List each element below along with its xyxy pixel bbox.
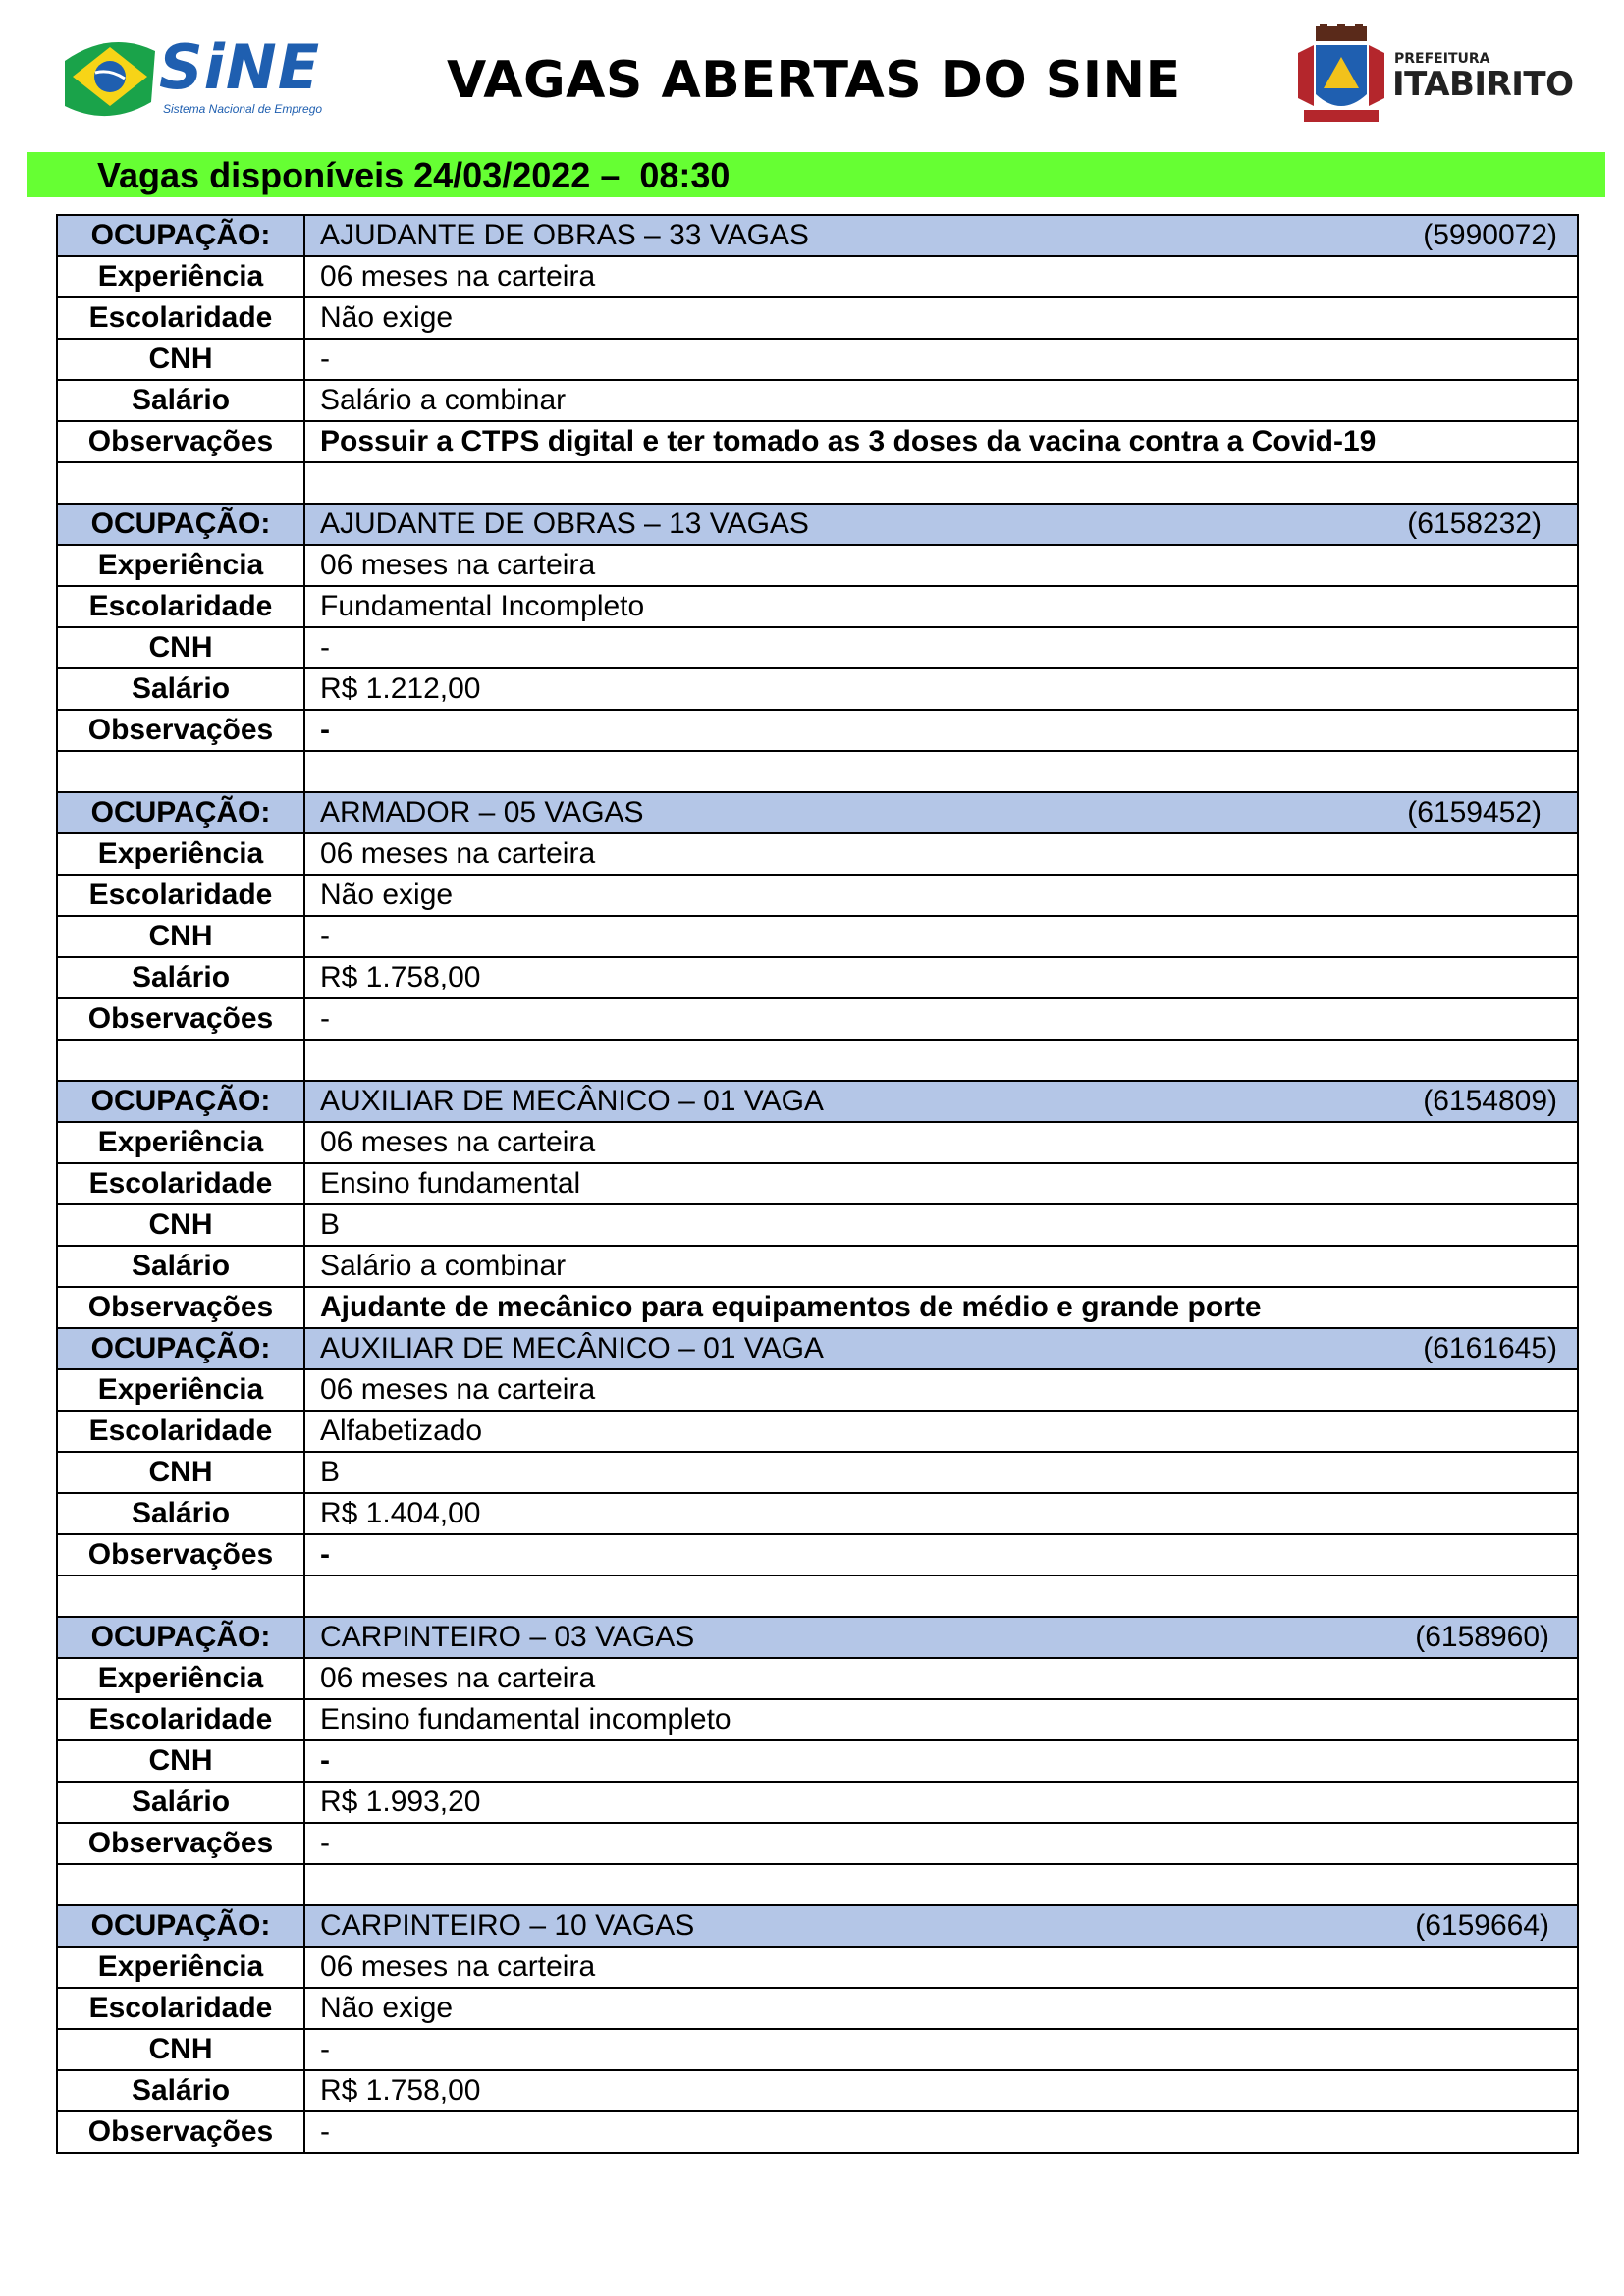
spacer-cell bbox=[304, 751, 1578, 792]
spacer-cell bbox=[304, 1040, 1578, 1081]
occupation-row bbox=[57, 215, 1578, 256]
occupation-code: (6159664) bbox=[1415, 1909, 1549, 1942]
occupation-row bbox=[57, 1328, 1578, 1369]
occupation-code: (6159452) bbox=[1407, 796, 1542, 828]
salary-row bbox=[57, 1782, 1578, 1823]
cnh-row bbox=[57, 2029, 1578, 2070]
education-label: Escolaridade bbox=[57, 1411, 304, 1452]
notes-row bbox=[57, 2111, 1578, 2153]
spacer-row bbox=[57, 1040, 1578, 1081]
spacer-cell bbox=[304, 462, 1578, 504]
occupation-title: CARPINTEIRO – 03 VAGAS bbox=[320, 1621, 695, 1653]
notes-label: Observações bbox=[57, 998, 304, 1040]
cnh-label: CNH bbox=[57, 1740, 304, 1782]
notes-label: Observações bbox=[57, 1823, 304, 1864]
notes-row bbox=[57, 1823, 1578, 1864]
cnh-label: CNH bbox=[57, 339, 304, 380]
occupation-label: OCUPAÇÃO: bbox=[57, 215, 304, 256]
education-value: Ensino fundamental incompleto bbox=[304, 1699, 1578, 1740]
spacer-cell bbox=[304, 1864, 1578, 1905]
cnh-label: CNH bbox=[57, 916, 304, 957]
notes-row bbox=[57, 1534, 1578, 1575]
notes-label: Observações bbox=[57, 1534, 304, 1575]
occupation-row bbox=[57, 1905, 1578, 1947]
cnh-row bbox=[57, 1204, 1578, 1246]
notes-label: Observações bbox=[57, 421, 304, 462]
spacer-cell bbox=[57, 1575, 304, 1617]
education-label: Escolaridade bbox=[57, 1699, 304, 1740]
experience-row bbox=[57, 1122, 1578, 1163]
experience-row bbox=[57, 1658, 1578, 1699]
salary-row bbox=[57, 1493, 1578, 1534]
education-row bbox=[57, 586, 1578, 627]
occupation-title: AUXILIAR DE MECÂNICO – 01 VAGA bbox=[320, 1085, 824, 1117]
experience-value: 06 meses na carteira bbox=[304, 1947, 1578, 1988]
education-row bbox=[57, 875, 1578, 916]
notes-value: - bbox=[304, 998, 1578, 1040]
sine-logo bbox=[61, 33, 346, 122]
salary-label: Salário bbox=[57, 1246, 304, 1287]
cnh-row bbox=[57, 627, 1578, 668]
occupation-value bbox=[304, 792, 1578, 833]
occupation-row bbox=[57, 1081, 1578, 1122]
occupation-code: (6158232) bbox=[1407, 507, 1542, 540]
education-value: Fundamental Incompleto bbox=[304, 586, 1578, 627]
notes-value: - bbox=[304, 1534, 1578, 1575]
salary-value: Salário a combinar bbox=[304, 380, 1578, 421]
experience-label: Experiência bbox=[57, 1122, 304, 1163]
experience-value: 06 meses na carteira bbox=[304, 1122, 1578, 1163]
notes-value: - bbox=[304, 1823, 1578, 1864]
notes-row bbox=[57, 421, 1578, 462]
salary-value: R$ 1.212,00 bbox=[304, 668, 1578, 710]
brazil-flag-icon bbox=[61, 33, 159, 122]
education-row bbox=[57, 1411, 1578, 1452]
notes-row bbox=[57, 1287, 1578, 1328]
occupation-row bbox=[57, 1617, 1578, 1658]
occupation-value bbox=[304, 215, 1578, 256]
notes-label: Observações bbox=[57, 2111, 304, 2153]
job-listings-body bbox=[57, 215, 1578, 2153]
cnh-value: - bbox=[304, 2029, 1578, 2070]
occupation-value bbox=[304, 1081, 1578, 1122]
salary-label: Salário bbox=[57, 668, 304, 710]
salary-value: R$ 1.758,00 bbox=[304, 2070, 1578, 2111]
notes-value: Possuir a CTPS digital e ter tomado as 3 doses da vacina contra a Covid-19 bbox=[304, 421, 1578, 462]
education-row bbox=[57, 1988, 1578, 2029]
occupation-code: (6154809) bbox=[1423, 1085, 1557, 1117]
cnh-label: CNH bbox=[57, 2029, 304, 2070]
cnh-value: - bbox=[304, 916, 1578, 957]
notes-row bbox=[57, 710, 1578, 751]
salary-label: Salário bbox=[57, 380, 304, 421]
cnh-value: - bbox=[304, 627, 1578, 668]
education-label: Escolaridade bbox=[57, 875, 304, 916]
occupation-label: OCUPAÇÃO: bbox=[57, 792, 304, 833]
spacer-cell bbox=[57, 1864, 304, 1905]
occupation-value bbox=[304, 504, 1578, 545]
experience-row bbox=[57, 833, 1578, 875]
occupation-label: OCUPAÇÃO: bbox=[57, 504, 304, 545]
occupation-label: OCUPAÇÃO: bbox=[57, 1081, 304, 1122]
experience-row bbox=[57, 1947, 1578, 1988]
salary-value: Salário a combinar bbox=[304, 1246, 1578, 1287]
occupation-label: OCUPAÇÃO: bbox=[57, 1617, 304, 1658]
experience-value: 06 meses na carteira bbox=[304, 833, 1578, 875]
occupation-row bbox=[57, 504, 1578, 545]
sine-logo-subtitle: Sistema Nacional de Emprego bbox=[163, 102, 323, 116]
occupation-title: CARPINTEIRO – 10 VAGAS bbox=[320, 1909, 695, 1942]
education-row bbox=[57, 1163, 1578, 1204]
cnh-value: B bbox=[304, 1452, 1578, 1493]
occupation-value bbox=[304, 1905, 1578, 1947]
occupation-title: AJUDANTE DE OBRAS – 33 VAGAS bbox=[320, 219, 809, 251]
date-banner-text: Vagas disponíveis 24/03/2022 – 08:30 bbox=[97, 155, 731, 195]
notes-value: - bbox=[304, 710, 1578, 751]
spacer-row bbox=[57, 1864, 1578, 1905]
salary-label: Salário bbox=[57, 957, 304, 998]
education-value: Não exige bbox=[304, 875, 1578, 916]
spacer-row bbox=[57, 462, 1578, 504]
cnh-row bbox=[57, 1740, 1578, 1782]
salary-value: R$ 1.404,00 bbox=[304, 1493, 1578, 1534]
spacer-cell bbox=[57, 751, 304, 792]
notes-value: Ajudante de mecânico para equipamentos de médio e grande porte bbox=[304, 1287, 1578, 1328]
experience-label: Experiência bbox=[57, 545, 304, 586]
occupation-row bbox=[57, 792, 1578, 833]
experience-value: 06 meses na carteira bbox=[304, 545, 1578, 586]
occupation-title: ARMADOR – 05 VAGAS bbox=[320, 796, 644, 828]
occupation-code: (5990072) bbox=[1423, 219, 1557, 251]
education-value: Não exige bbox=[304, 1988, 1578, 2029]
salary-value: R$ 1.758,00 bbox=[304, 957, 1578, 998]
occupation-title: AUXILIAR DE MECÂNICO – 01 VAGA bbox=[320, 1332, 824, 1364]
job-listings-table bbox=[56, 214, 1579, 2154]
notes-row bbox=[57, 998, 1578, 1040]
salary-label: Salário bbox=[57, 1493, 304, 1534]
experience-row bbox=[57, 256, 1578, 297]
cnh-value: B bbox=[304, 1204, 1578, 1246]
cnh-label: CNH bbox=[57, 1204, 304, 1246]
education-row bbox=[57, 297, 1578, 339]
occupation-title: AJUDANTE DE OBRAS – 13 VAGAS bbox=[320, 507, 809, 540]
salary-label: Salário bbox=[57, 2070, 304, 2111]
experience-value: 06 meses na carteira bbox=[304, 1369, 1578, 1411]
spacer-cell bbox=[304, 1575, 1578, 1617]
education-value: Alfabetizado bbox=[304, 1411, 1578, 1452]
cnh-row bbox=[57, 339, 1578, 380]
experience-row bbox=[57, 545, 1578, 586]
education-label: Escolaridade bbox=[57, 297, 304, 339]
experience-label: Experiência bbox=[57, 1947, 304, 1988]
page-title: VAGAS ABERTAS DO SINE bbox=[447, 51, 1181, 110]
cnh-row bbox=[57, 1452, 1578, 1493]
occupation-code: (6158960) bbox=[1415, 1621, 1549, 1653]
salary-row bbox=[57, 1246, 1578, 1287]
education-label: Escolaridade bbox=[57, 1163, 304, 1204]
experience-value: 06 meses na carteira bbox=[304, 1658, 1578, 1699]
experience-value: 06 meses na carteira bbox=[304, 256, 1578, 297]
occupation-label: OCUPAÇÃO: bbox=[57, 1905, 304, 1947]
spacer-row bbox=[57, 1575, 1578, 1617]
cnh-label: CNH bbox=[57, 1452, 304, 1493]
occupation-label: OCUPAÇÃO: bbox=[57, 1328, 304, 1369]
sine-logo-text: SiNE bbox=[159, 31, 321, 103]
education-label: Escolaridade bbox=[57, 1988, 304, 2029]
experience-label: Experiência bbox=[57, 833, 304, 875]
prefeitura-label: PREFEITURA bbox=[1394, 51, 1490, 67]
prefeitura-logo bbox=[1294, 24, 1574, 126]
cnh-label: CNH bbox=[57, 627, 304, 668]
experience-label: Experiência bbox=[57, 256, 304, 297]
experience-row bbox=[57, 1369, 1578, 1411]
education-value: Ensino fundamental bbox=[304, 1163, 1578, 1204]
spacer-row bbox=[57, 751, 1578, 792]
date-banner bbox=[27, 152, 1605, 197]
occupation-value bbox=[304, 1617, 1578, 1658]
notes-label: Observações bbox=[57, 1287, 304, 1328]
city-name: ITABIRITO bbox=[1392, 65, 1574, 104]
salary-row bbox=[57, 957, 1578, 998]
cnh-value: - bbox=[304, 339, 1578, 380]
spacer-cell bbox=[57, 462, 304, 504]
notes-value: - bbox=[304, 2111, 1578, 2153]
salary-label: Salário bbox=[57, 1782, 304, 1823]
salary-row bbox=[57, 668, 1578, 710]
experience-label: Experiência bbox=[57, 1369, 304, 1411]
salary-row bbox=[57, 380, 1578, 421]
city-coat-of-arms-icon bbox=[1294, 24, 1388, 126]
education-row bbox=[57, 1699, 1578, 1740]
occupation-value bbox=[304, 1328, 1578, 1369]
page-header bbox=[0, 0, 1624, 147]
occupation-code: (6161645) bbox=[1423, 1332, 1557, 1364]
education-value: Não exige bbox=[304, 297, 1578, 339]
cnh-value: - bbox=[304, 1740, 1578, 1782]
education-label: Escolaridade bbox=[57, 586, 304, 627]
notes-label: Observações bbox=[57, 710, 304, 751]
salary-value: R$ 1.993,20 bbox=[304, 1782, 1578, 1823]
experience-label: Experiência bbox=[57, 1658, 304, 1699]
salary-row bbox=[57, 2070, 1578, 2111]
cnh-row bbox=[57, 916, 1578, 957]
spacer-cell bbox=[57, 1040, 304, 1081]
